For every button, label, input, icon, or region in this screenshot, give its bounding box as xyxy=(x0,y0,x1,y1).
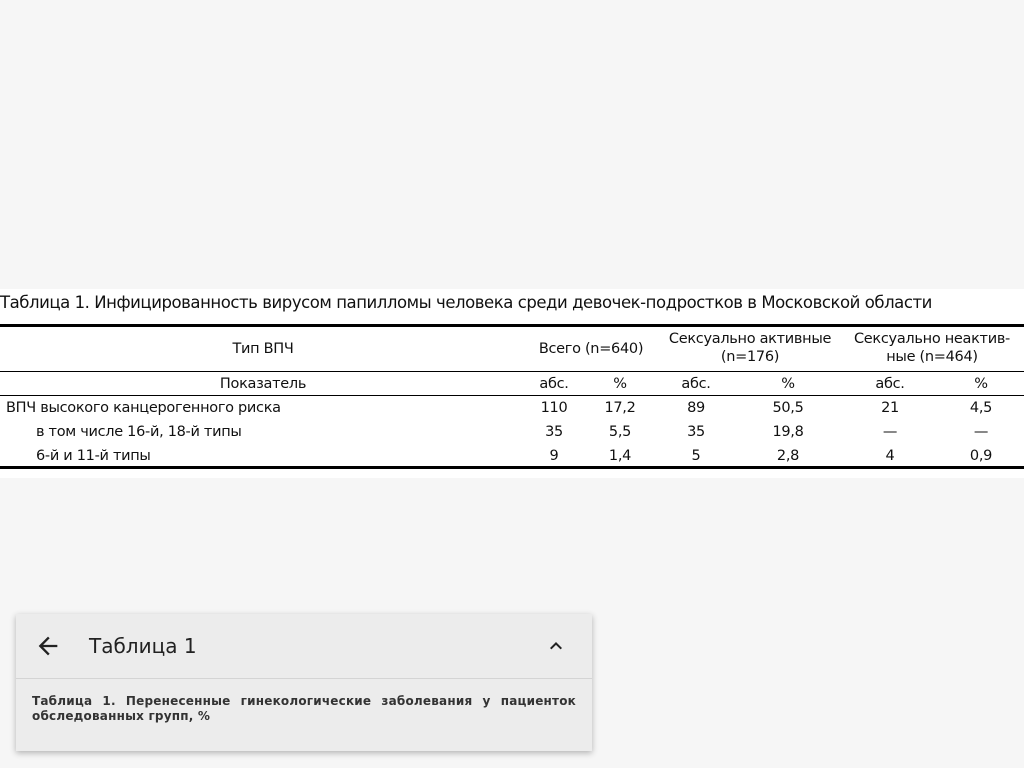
arrow-left-icon xyxy=(34,632,62,660)
header-active-pct: % xyxy=(781,376,795,392)
row-label: ВПЧ высокого канцерогенного риска xyxy=(6,400,281,416)
panel-description: Таблица 1. Перенесенные гинекологические заболевания у пациенток обследованных групп, % xyxy=(32,694,576,723)
header-group-total: Всего (n=640) xyxy=(538,341,644,357)
cell-active-pct: 19,8 xyxy=(772,424,804,440)
header-active-abs: абс. xyxy=(681,376,711,392)
cell-total-pct: 5,5 xyxy=(608,424,632,440)
cell-total-pct: 1,4 xyxy=(608,448,632,464)
cell-total-abs: 110 xyxy=(540,400,568,416)
header-group-active: Сексуально активные (n=176) xyxy=(668,331,832,365)
table-image xyxy=(0,289,1024,478)
collapse-button[interactable] xyxy=(544,634,568,658)
row-label: в том числе 16-й, 18-й типы xyxy=(36,424,242,440)
header-indicator: Показатель xyxy=(219,376,307,392)
cell-inactive-abs: 4 xyxy=(885,448,895,464)
cell-active-abs: 5 xyxy=(691,448,701,464)
cell-total-pct: 17,2 xyxy=(604,400,636,416)
back-button[interactable] xyxy=(34,632,62,660)
panel-title: Таблица 1 xyxy=(89,634,197,658)
header-total-abs: абс. xyxy=(539,376,569,392)
cell-total-abs: 35 xyxy=(545,424,563,440)
cell-active-abs: 35 xyxy=(687,424,705,440)
cell-inactive-abs: — xyxy=(882,424,898,440)
header-total-pct: % xyxy=(613,376,627,392)
header-bottom-rule xyxy=(0,395,1024,396)
table-bottom-rule xyxy=(0,466,1024,469)
cell-inactive-pct: 0,9 xyxy=(969,448,993,464)
panel-header xyxy=(16,614,592,679)
chevron-up-icon xyxy=(544,634,568,658)
table-caption: Таблица 1. Инфицированность вирусом папилломы человека среди девочек-подростков в Московской области xyxy=(0,293,932,312)
cell-inactive-pct: 4,5 xyxy=(969,400,993,416)
header-group-inactive: Сексуально неактив-ные (n=464) xyxy=(853,331,1010,365)
cell-inactive-abs: 21 xyxy=(881,400,899,416)
cell-active-pct: 2,8 xyxy=(776,448,800,464)
header-inactive-abs: абс. xyxy=(875,376,905,392)
cell-active-pct: 50,5 xyxy=(772,400,804,416)
header-type: Тип ВПЧ xyxy=(232,341,294,357)
cell-active-abs: 89 xyxy=(687,400,705,416)
cell-inactive-pct: — xyxy=(973,424,989,440)
header-divider xyxy=(0,371,1024,372)
row-label: 6-й и 11-й типы xyxy=(36,448,151,464)
header-inactive-pct: % xyxy=(974,376,988,392)
table-top-rule xyxy=(0,324,1024,327)
cell-total-abs: 9 xyxy=(549,448,559,464)
table-info-panel xyxy=(16,614,592,751)
